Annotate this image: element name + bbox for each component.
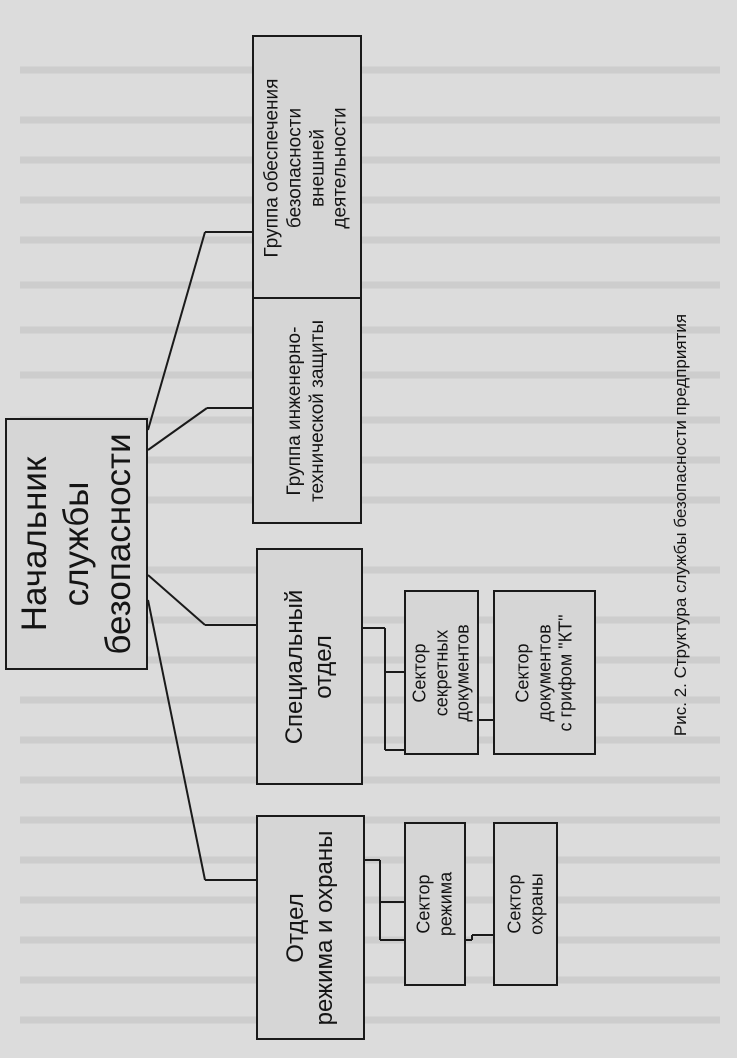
head-box xyxy=(5,418,148,670)
sector-secret-docs xyxy=(404,590,479,755)
dept-engineering-protection-label: Группа инженерно- технической защиты xyxy=(284,319,328,502)
dept-regime-guard xyxy=(256,815,365,1040)
dept-engineering-protection xyxy=(252,297,362,524)
sector-regime xyxy=(404,822,466,986)
dept-external-security-label: Группа обеспечения безопасности внешней деятельности xyxy=(261,78,351,257)
sector-kt-docs xyxy=(493,590,596,755)
dept-special-label: Специальный отдел xyxy=(280,589,337,744)
figure-caption: Рис. 2. Структура службы безопасности предприятия xyxy=(671,313,690,737)
sector-guard-label: Сектор охраны xyxy=(503,873,546,935)
dept-external-security xyxy=(252,35,362,300)
dept-regime-guard-label: Отдел режима и охраны xyxy=(281,830,338,1025)
sector-regime-label: Сектор режима xyxy=(413,871,455,937)
sector-secret-docs-label: Сектор секретных документов xyxy=(409,623,473,722)
sector-guard xyxy=(493,822,558,986)
dept-special xyxy=(256,548,363,785)
head-label: Начальник службы безопасности xyxy=(14,433,138,655)
sector-kt-docs-label: Сектор документов с грифом "КТ" xyxy=(512,613,576,732)
